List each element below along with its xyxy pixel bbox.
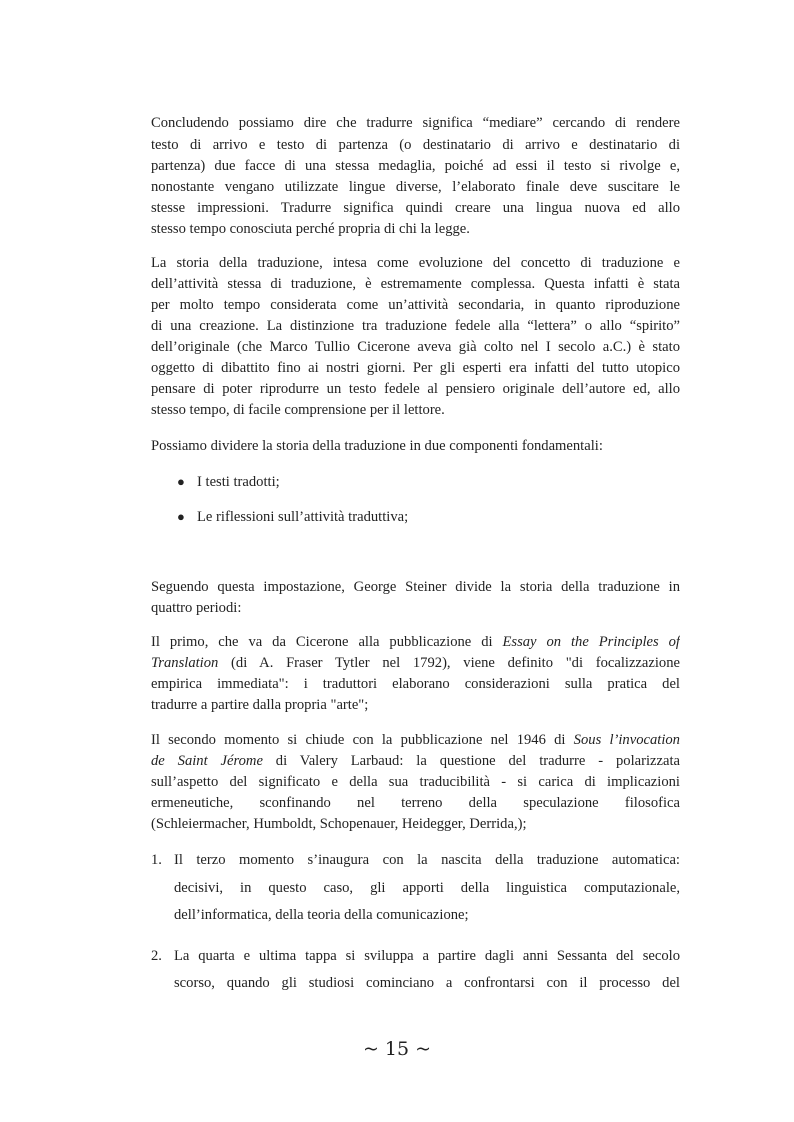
book-title-sous: Sous l’invocation [573,732,680,748]
list-number-2: 2. [151,948,162,964]
bullet-item-1: I testi tradotti; [197,474,280,490]
paragraph-5-text: (di A. Fraser Tytler nel 1792), viene definito "di focalizzazione [218,655,680,671]
list-item-1-line-1: Il terzo momento s’inaugura con la nascita della traduzione automatica: [174,852,680,868]
paragraph-6-line-1 [151,731,680,749]
book-title-essay: Essay on the Principles of [502,634,680,650]
paragraph-6-line-5: (Schleiermacher, Humboldt, Schopenauer, Heidegger, Derrida,); [151,816,527,832]
paragraph-1-line-5: stesse impressioni. Tradurre significa quindi creare una lingua nuova ed allo [151,200,680,216]
paragraph-5-line-2 [151,654,680,672]
list-item-1-line-3: dell’informatica, della teoria della comunicazione; [174,907,469,923]
paragraph-2-line-8: stesso tempo, di facile comprensione per il lettore. [151,402,445,418]
bullet-item-2: Le riflessioni sull’attività traduttiva; [197,509,409,525]
paragraph-4-line-1: Seguendo questa impostazione, George Steiner divide la storia della traduzione in [151,579,680,595]
bullet-icon: ● [177,509,185,524]
paragraph-2-line-3: per molto tempo considerata come un’attività secondaria, in quanto riproduzione [151,297,680,313]
paragraph-2-line-4: di una creazione. La distinzione tra traduzione fedele alla “lettera” o allo “spirito” [151,318,680,334]
paragraph-1-line-6: stesso tempo conosciuta perché propria di chi la legge. [151,221,470,237]
paragraph-1-line-2: testo di arrivo e testo di partenza (o destinatario di arrivo e destinatario di [151,137,680,153]
paragraph-4-line-2: quattro periodi: [151,600,242,616]
paragraph-1-line-1: Concludendo possiamo dire che tradurre significa “mediare” cercando di rendere [151,115,680,131]
book-title-translation: Translation [151,655,219,671]
paragraph-1-line-4: nonostante vengano utilizzate lingue diverse, l’elaborato finale deve suscitare le [151,179,680,195]
paragraph-3: Possiamo dividere la storia della traduzione in due componenti fondamentali: [151,438,603,454]
paragraph-5-text: Il primo, che va da Cicerone alla pubblicazione di [151,634,503,650]
page-number: ~ 15 ~ [362,1038,432,1060]
book-title-saint-jerome: de Saint Jérome [151,753,263,769]
list-item-1-line-2: decisivi, in questo caso, gli apporti della linguistica computazionale, [174,880,680,896]
list-item-2-line-2: scorso, quando gli studiosi cominciano a confrontarsi con il processo del [174,975,680,991]
paragraph-5-line-1 [151,633,680,651]
paragraph-2-line-2: dell’attività stessa di traduzione, è estremamente complessa. Questa infatti è stata [151,276,680,292]
paragraph-5-line-4: tradurre a partire dalla propria "arte"; [151,697,369,713]
paragraph-1-line-3: partenza) due facce di una stessa medaglia, poiché ad essi il testo si rivolge e, [151,158,680,174]
paragraph-5-line-3: empirica immediata": i traduttori elaborano considerazioni sulla pratica del [151,676,680,692]
list-number-1: 1. [151,852,162,868]
paragraph-6-line-4: ermeneutiche, sconfinando nel terreno della speculazione filosofica [151,795,680,811]
list-item-2-line-1: La quarta e ultima tappa si sviluppa a partire dagli anni Sessanta del secolo [174,948,680,964]
paragraph-6-text: di Valery Larbaud: la questione del tradurre - polarizzata [262,753,680,769]
paragraph-2-line-6: oggetto di dibattito fino ai nostri giorni. Per gli esperti era infatti del tutto utopico [151,360,680,376]
paragraph-2-line-5: dell’originale (che Marco Tullio Cicerone aveva già colto nel I secolo a.C.) è stato [151,339,680,355]
paragraph-6-line-3: sull’aspetto del significato e della sua traducibilità - si carica di implicazioni [151,774,680,790]
paragraph-2-line-7: pensare di poter riprodurre un testo fedele al pensiero originale dell’autore ed, allo [151,381,680,397]
paragraph-6-line-2 [151,752,680,770]
bullet-icon: ● [177,474,185,489]
paragraph-2-line-1: La storia della traduzione, intesa come evoluzione del concetto di traduzione e [151,255,680,271]
paragraph-6-text: Il secondo momento si chiude con la pubblicazione nel 1946 di [151,732,574,748]
